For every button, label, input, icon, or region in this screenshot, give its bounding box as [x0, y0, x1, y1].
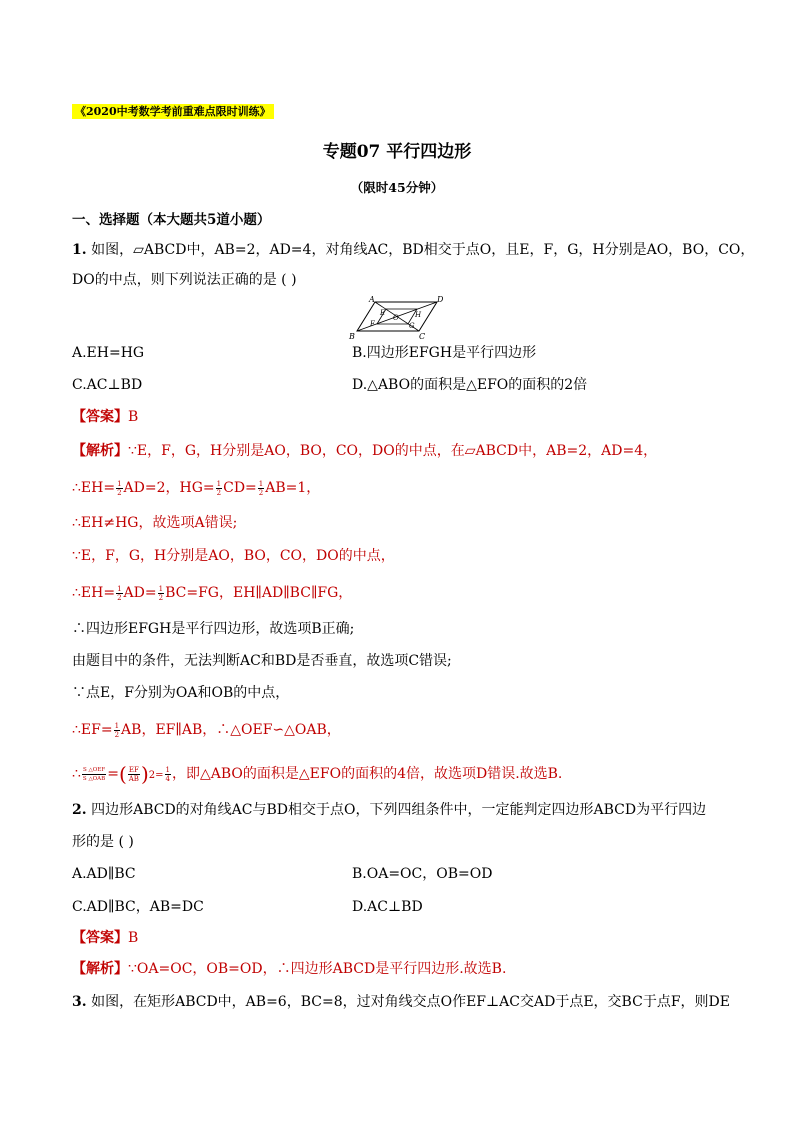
paren-left: (: [118, 762, 127, 786]
q1-text2: DO的中点，则下列说法正确的是 ( ): [72, 272, 297, 288]
q2-answer: B: [128, 930, 139, 946]
frac-den: 2: [258, 488, 264, 497]
q1-a9-post: AB，EF∥AB，∴△OEF∽△OAB，: [121, 722, 341, 738]
q1-analysis-row1: [72, 441, 657, 461]
frac-den: AB: [128, 774, 139, 783]
q2-option-c: C.AD∥BC，AB=DC: [72, 899, 204, 915]
q2-text1: 四边形ABCD的对角线AC与BD相交于点O，下列四组条件中，一定能判定四边形ABCD为平行四边: [91, 802, 707, 818]
q3-stem-line1: [72, 992, 730, 1012]
parallelogram-figure: [345, 294, 445, 340]
q1-a5-pre: ∴EH=: [72, 585, 116, 601]
frac-den: 2: [117, 593, 122, 602]
fraction-half: [216, 480, 222, 497]
frac-den: 2: [114, 730, 120, 739]
fig-label-a: A: [369, 295, 375, 304]
q1-a2-mid1: AD=2，HG=: [123, 480, 215, 496]
frac-num: 1: [117, 479, 122, 488]
q2-option-a: A.AD∥BC: [72, 866, 136, 882]
paren-right: ): [140, 762, 149, 786]
frac-den: 4: [165, 774, 170, 783]
fraction-quarter: [165, 766, 171, 783]
q1-a2-post: AB=1，: [265, 480, 321, 496]
fig-label-g: G: [409, 322, 415, 330]
q1-a9-pre: ∴EF=: [72, 722, 113, 738]
fig-label-c: C: [419, 332, 426, 340]
fig-label-f: F: [370, 320, 375, 328]
fraction-area-ratio: [82, 766, 106, 783]
fraction-half: [158, 585, 164, 602]
q1-a2-mid2: CD=: [223, 480, 257, 496]
q1-a2-pre: ∴EH=: [72, 480, 116, 496]
q2-answer-row: [72, 928, 138, 948]
q3-number: 3.: [72, 994, 87, 1010]
q1-a5-mid: AD=: [123, 585, 157, 601]
q2-answer-label: 【答案】: [72, 930, 128, 946]
q2-analysis-label: 【解析】: [72, 961, 128, 977]
frac-num: 1: [114, 721, 120, 730]
q3-text1: 如图，在矩形ABCD中，AB=6，BC=8，过对角线交点O作EF⊥AC交AD于点E，交BC于点F，则DE: [91, 994, 730, 1010]
page-title: 专题07 平行四边形: [322, 142, 472, 162]
q1-analysis-3: ∴EH≠HG，故选项A错误;: [72, 515, 238, 531]
q1-analysis-4: ∵E，F，G，H分别是AO，BO，CO，DO的中点，: [72, 548, 395, 564]
frac-den: 2: [216, 488, 222, 497]
fig-label-e: E: [380, 309, 386, 317]
q2-analysis-row: [72, 959, 506, 979]
q1-a10-post: ，即△ABO的面积是△EFO的面积的4倍，故选项D错误.故选B.: [171, 766, 563, 782]
q1-analysis-row10: [72, 764, 562, 786]
q1-option-d: D.△ABO的面积是△EFO的面积的2倍: [352, 377, 588, 393]
q2-text2: 形的是 ( ): [72, 834, 134, 850]
q1-analysis-row5: [72, 583, 352, 603]
frac-num: 1: [158, 584, 164, 593]
q2-option-b: B.OA=OC，OB=OD: [352, 866, 493, 882]
fig-label-o: O: [393, 314, 399, 322]
q1-analysis-row9: [72, 720, 341, 740]
fig-label-h: H: [415, 311, 422, 319]
time-limit: （限时45分钟）: [350, 180, 444, 195]
frac-num: 1: [258, 479, 264, 488]
fraction-half: [116, 480, 122, 497]
q1-answer-label: 【答案】: [72, 409, 128, 425]
q1-answer: B: [128, 409, 139, 425]
q1-option-b: B.四边形EFGH是平行四边形: [352, 345, 537, 361]
q1-analysis-7: 由题目中的条件，无法判断AC和BD是否垂直，故选项C错误;: [72, 653, 452, 669]
q1-option-a: A.EH=HG: [72, 345, 145, 361]
header-badge: 《2020中考数学考前重难点限时训练》: [72, 104, 274, 119]
q1-option-c: C.AC⊥BD: [72, 377, 143, 393]
equals-sign: =: [107, 766, 119, 782]
q2-option-d: D.AC⊥BD: [352, 899, 423, 915]
frac-num: 1: [165, 765, 170, 774]
fraction-half: [116, 585, 122, 602]
q1-a10-pre: ∴: [72, 766, 81, 782]
frac-den: 2: [117, 488, 122, 497]
frac-num: EF: [128, 765, 139, 774]
q1-text1: 如图，▱ABCD中，AB=2，AD=4，对角线AC，BD相交于点O，且E，F，G，H分别是AO，BO，CO，: [91, 242, 755, 258]
frac-num: 1: [216, 479, 222, 488]
q2-analysis-1: ∵OA=OC，OB=OD，∴四边形ABCD是平行四边形.故选B.: [128, 961, 507, 977]
q1-a5-post: BC=FG，EH∥AD∥BC∥FG，: [165, 585, 353, 601]
frac-num: S △OEF: [83, 766, 106, 773]
frac-den: S △OAB: [82, 775, 106, 782]
q1-analysis-label: 【解析】: [72, 443, 128, 459]
q1-stem-line1: [72, 240, 754, 260]
q2-number: 2.: [72, 802, 87, 818]
fraction-half: [114, 722, 120, 739]
fig-label-d: D: [437, 295, 444, 304]
q1-analysis-row2: [72, 478, 320, 498]
square-equals: 2=: [148, 770, 164, 781]
section-heading: 一、选择题（本大题共5道小题）: [72, 212, 271, 228]
q1-answer-row: [72, 407, 138, 427]
frac-den: 2: [158, 593, 164, 602]
frac-num: 1: [117, 584, 122, 593]
fraction-ef-ab: [128, 766, 140, 783]
q1-analysis-1: ∵E，F，G，H分别是AO，BO，CO，DO的中点，在▱ABCD中，AB=2，AD=4，: [128, 443, 658, 459]
q1-analysis-8: ∵点E，F分别为OA和OB的中点，: [72, 685, 290, 701]
fig-label-b: B: [349, 332, 355, 340]
q2-stem-line1: [72, 800, 706, 820]
q1-analysis-6: ∴四边形EFGH是平行四边形，故选项B正确;: [72, 621, 355, 637]
q1-number: 1.: [72, 242, 87, 258]
fraction-half: [258, 480, 264, 497]
